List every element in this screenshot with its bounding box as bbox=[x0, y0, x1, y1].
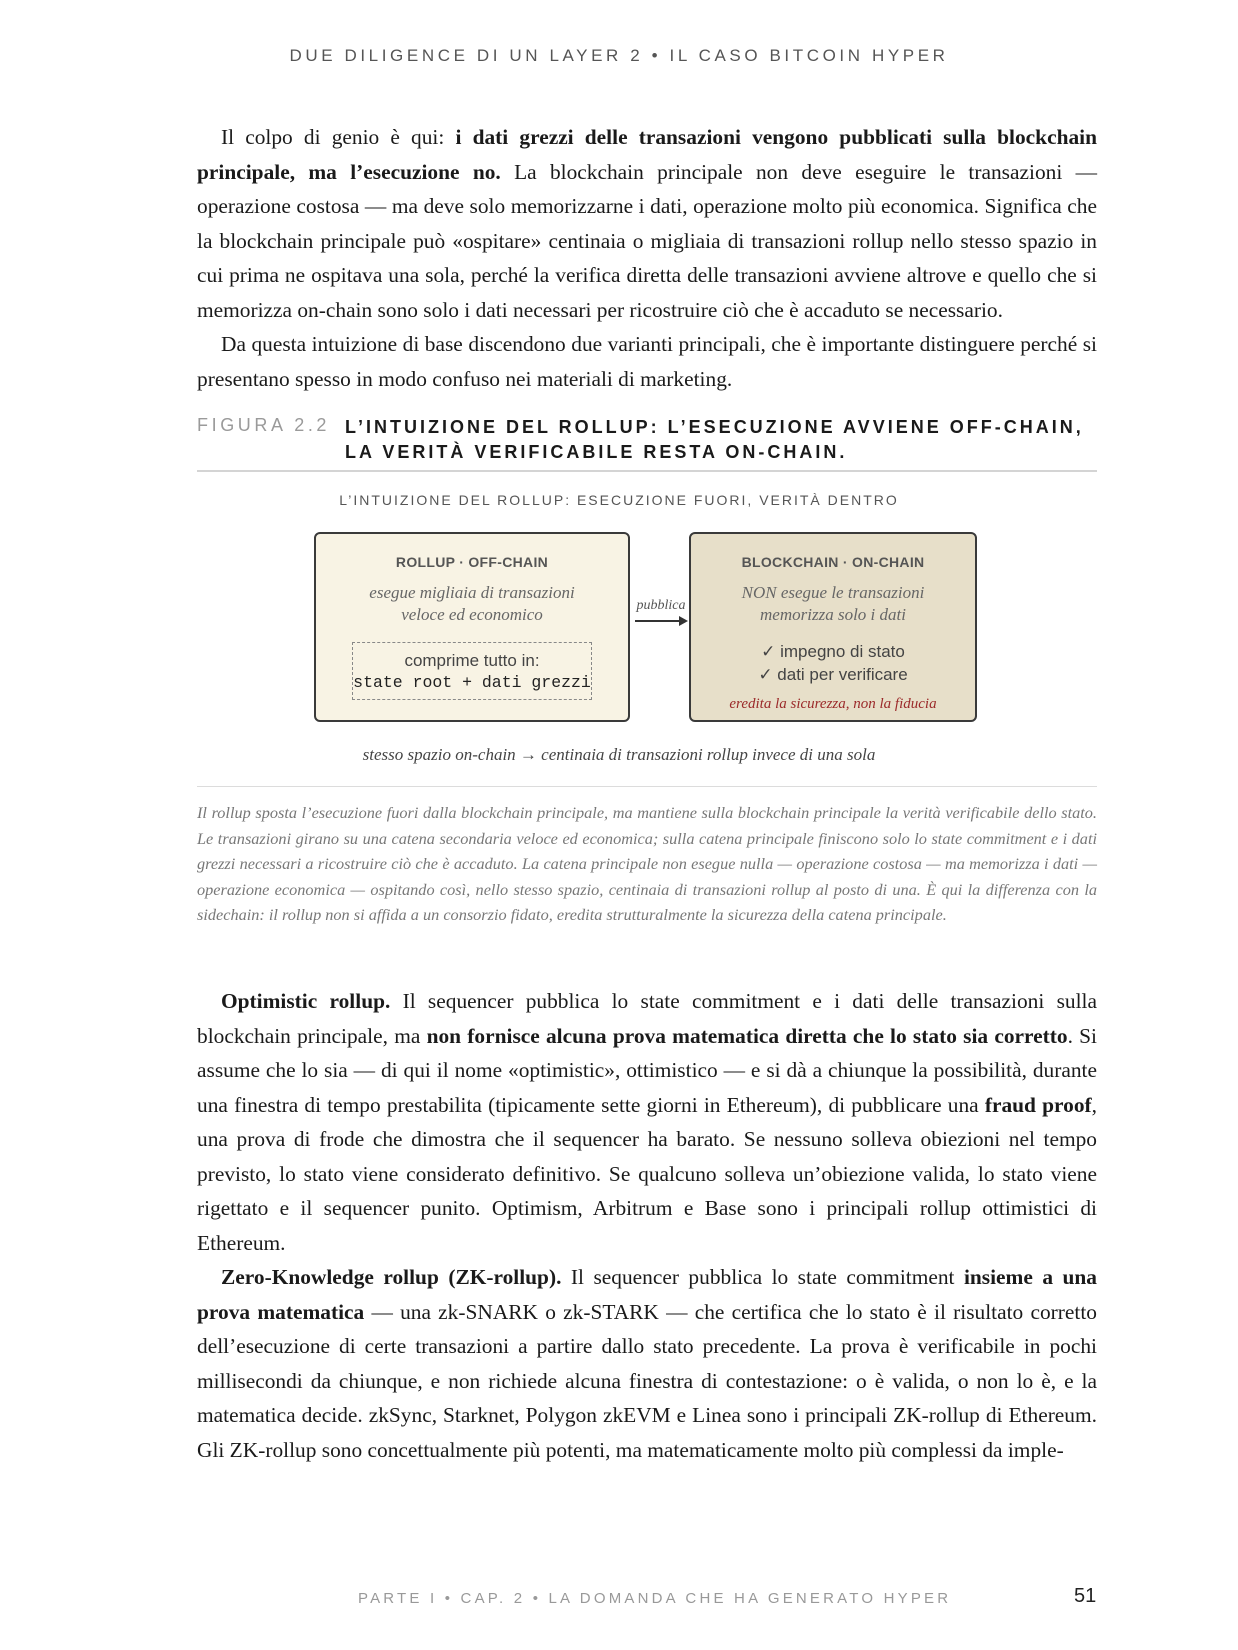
bold-text: i dati grezzi delle transazioni vengono pubblicati sulla blockchain principale, ma l’esecuzione no. bbox=[197, 125, 1097, 184]
text-run: — una zk-SNARK o zk-STARK — che certifica che lo stato è il risultato corretto dell’esecuzione di certe transazioni a partire dallo stato precedente. La prova è verificabile in pochi millisecondi da chiunque, e non richiede alcuna finestra di contestazione: o è valida, o non lo è, e la matematica decide. zkSync, Starknet, Polygon zkEVM e Linea sono i principali ZK-rollup di Ethereum. Gli ZK-rollup sono concettualmente più potenti, ma matematicamente molto più complessi da imple- bbox=[197, 1299, 1097, 1462]
blockchain-desc-line: memorizza solo i dati bbox=[760, 605, 906, 624]
check-item: ✓ impegno di stato bbox=[761, 642, 905, 661]
text-run: Da questa intuizione di base discendono due varianti principali, che è importante distinguere perché si presentano spesso in modo confuso nei materiali di marketing. bbox=[197, 332, 1097, 391]
running-header: DUE DILIGENCE DI UN LAYER 2 • IL CASO BITCOIN HYPER bbox=[289, 46, 949, 65]
paragraph bbox=[197, 984, 1097, 1260]
bold-text: fraud proof bbox=[984, 1092, 1092, 1117]
bold-text: insieme a una prova matematica bbox=[197, 1265, 1097, 1324]
rollup-heading: ROLLUP · OFF-CHAIN bbox=[395, 554, 549, 570]
diagram-title: L’INTUIZIONE DEL ROLLUP: ESECUZIONE FUORI, VERITÀ DENTRO bbox=[339, 492, 899, 508]
paragraph bbox=[197, 1260, 1097, 1467]
bold-text: non fornisce alcuna prova matematica diretta che lo stato sia corretto bbox=[426, 1023, 1068, 1048]
text-run: Il sequencer pubblica lo state commitment bbox=[561, 1265, 964, 1289]
compress-content: state root + dati grezzi bbox=[353, 673, 591, 692]
figure-caption: Il rollup sposta l’esecuzione fuori dalla blockchain principale, ma mantiene sulla blockchain principale la verità verificabile dello stato. Le transazioni girano su una catena secondaria veloce ed economica; sulla catena principale finiscono solo lo state commitment e i dati grezzi necessari a ricostruire ciò che è accaduto. La catena principale non esegue nulla — operazione costosa — ma memorizza i dati — operazione economica — ospitando così, nello stesso spazio, centinaia di transazioni rollup al posto di una. È qui la differenza con la sidechain: il rollup non si affida a un consorzio fidato, eredita strutturalmente la sicurezza della catena principale. bbox=[197, 803, 1097, 924]
publish-arrow-icon bbox=[633, 614, 689, 628]
rollup-off-chain-box bbox=[314, 532, 630, 722]
figure-top-divider bbox=[197, 470, 1097, 472]
rollup-desc-line: esegue migliaia di transazioni bbox=[369, 583, 575, 602]
compress-label: comprime tutto in: bbox=[404, 651, 540, 670]
page-number: 51 bbox=[1074, 1585, 1097, 1607]
publish-label: pubblica bbox=[636, 598, 686, 613]
text-run: Il sequencer pubblica lo state commitment e i dati delle transazioni sulla blockchain principale, ma bbox=[197, 989, 1097, 1048]
text-run: La blockchain principale non deve eseguire le transazioni — operazione costosa — ma deve solo memorizzarne i dati, operazione molto più economica. Significa che la blockchain principale può «ospitare» centinaia o migliaia di transazioni rollup nello stesso spazio in cui prima ne ospitava una sola, perché la verifica diretta delle transazioni avviene altrove e quello che si memorizza on-chain sono solo i dati necessari per ricostruire ciò che è accaduto se necessario. bbox=[197, 159, 1097, 322]
bold-text: Zero-Knowledge rollup (ZK-rollup). bbox=[221, 1265, 562, 1289]
blockchain-desc-line: NON esegue le transazioni bbox=[741, 583, 925, 602]
figure-title: L’INTUIZIONE DEL ROLLUP: L’ESECUZIONE AVVIENE OFF-CHAIN, LA VERITÀ VERIFICABILE RESTA ON-CHAIN. bbox=[345, 417, 1084, 462]
paragraph bbox=[197, 120, 1097, 327]
rollup-description bbox=[316, 582, 628, 626]
compress-box bbox=[352, 642, 592, 700]
running-footer: PARTE I • CAP. 2 • LA DOMANDA CHE HA GENERATO HYPER bbox=[358, 1590, 952, 1607]
diagram-footer: stesso spazio on-chain → centinaia di transazioni rollup invece di una sola bbox=[362, 745, 876, 764]
figure-bottom-divider bbox=[197, 786, 1097, 787]
body-text-bottom bbox=[197, 984, 1097, 1467]
check-item: ✓ dati per verificare bbox=[758, 665, 908, 684]
text-run: . Si assume che lo sia — di qui il nome «optimistic», ottimistico — e si dà a chiunque la possibilità, durante una finestra di tempo prestabilita (tipicamente sette giorni in Ethereum), di pubblicare una bbox=[197, 1023, 1097, 1117]
text-run: , una prova di frode che dimostra che il sequencer ha barato. Se nessuno solleva obiezioni nel tempo previsto, lo stato viene considerato definitivo. Se qualcuno solleva un’obiezione valida, lo stato viene rigettato e il sequencer punito. Optimism, Arbitrum e Base sono i principali rollup ottimistici di Ethereum. bbox=[197, 1092, 1097, 1255]
blockchain-description bbox=[691, 582, 975, 626]
checklist bbox=[691, 640, 975, 686]
paragraph bbox=[197, 327, 1097, 396]
inherit-note: eredita la sicurezza, non la fiducia bbox=[729, 696, 937, 712]
figure-number: FIGURA 2.2 bbox=[197, 415, 331, 435]
bold-text: Optimistic rollup. bbox=[221, 989, 391, 1013]
blockchain-heading: BLOCKCHAIN · ON-CHAIN bbox=[741, 554, 925, 570]
rollup-desc-line: veloce ed economico bbox=[401, 605, 543, 624]
blockchain-on-chain-box bbox=[689, 532, 977, 722]
body-text-top bbox=[197, 120, 1097, 396]
text-run: Il colpo di genio è qui: bbox=[221, 125, 456, 149]
